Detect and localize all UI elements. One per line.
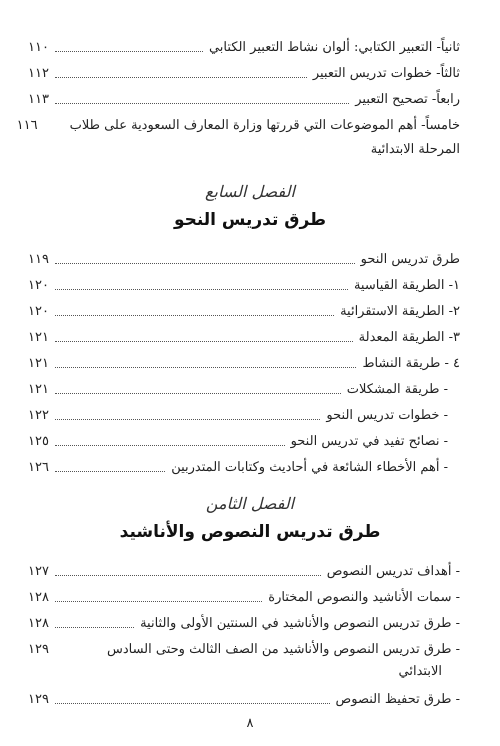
toc-entry-page: ١٢١ xyxy=(28,382,49,398)
toc-entry xyxy=(28,686,460,708)
page-number: ٨ xyxy=(246,716,254,731)
toc-entry-page: ١٢٠ xyxy=(28,278,49,294)
toc-entry xyxy=(28,34,460,56)
toc-entry-continuation: المرحلة الابتدائية xyxy=(370,142,460,157)
leader-dots xyxy=(55,627,134,628)
toc-entry-page: ١٢٩ xyxy=(28,642,49,658)
toc-entry-page: ١٢٢ xyxy=(28,408,49,424)
toc-entry-title: ثالثاً- خطوات تدريس التعبير xyxy=(312,66,460,82)
leader-dots xyxy=(55,445,285,446)
toc-entry xyxy=(28,86,460,108)
toc-entry-title: رابعاً- تصحيح التعبير xyxy=(355,92,460,108)
toc-entry-title: ثانياً- التعبير الكتابي: ألوان نشاط التعبير الكتابي xyxy=(208,40,460,56)
leader-dots xyxy=(55,77,307,78)
toc-entry-title: طرق تدريس النحو xyxy=(360,252,460,268)
chapter-heading: طرق تدريس النصوص والأناشيد xyxy=(119,522,381,542)
toc-entry xyxy=(16,112,460,134)
toc-entry-title: - نصائح تفيد في تدريس النحو xyxy=(290,434,448,450)
leader-dots xyxy=(55,601,262,602)
toc-entry-page: ١٢٦ xyxy=(28,460,49,476)
leader-dots xyxy=(55,367,357,368)
toc-entry-title: ٢- الطريقة الاستقرائية xyxy=(340,304,460,320)
toc-entry-page: ١٢٨ xyxy=(28,590,49,606)
toc-entry xyxy=(28,298,460,320)
toc-entry-title: خامساً- أهم الموضوعات التي قررتها وزارة المعارف السعودية على طلاب xyxy=(69,118,460,134)
toc-entry-title: - أهم الأخطاء الشائعة في أحاديث وكتابات المتدربين xyxy=(171,460,448,476)
toc-entry xyxy=(28,428,460,450)
toc-entry xyxy=(28,558,460,580)
toc-entry-title: - طرق تدريس النصوص والأناشيد في السنتين الأولى والثانية xyxy=(140,616,460,632)
toc-entry-title: - طرق تحفيظ النصوص xyxy=(335,692,460,708)
leader-dots xyxy=(55,103,349,104)
toc-entry-page: ١٢٠ xyxy=(28,304,49,320)
leader-dots xyxy=(55,51,203,52)
toc-entry-page: ١٢٩ xyxy=(28,692,49,708)
toc-entry xyxy=(28,376,460,398)
leader-dots xyxy=(55,341,353,342)
leader-dots xyxy=(55,289,348,290)
toc-entry xyxy=(28,60,460,82)
toc-entry-page: ١١٩ xyxy=(28,252,49,268)
toc-entry-title: - أهداف تدريس النصوص xyxy=(326,564,460,580)
toc-entry-continuation: الابتدائي xyxy=(398,664,442,679)
toc-entry-page: ١٢٨ xyxy=(28,616,49,632)
toc-entry-page: ١١٠ xyxy=(28,40,49,56)
chapter-heading: طرق تدريس النحو xyxy=(173,210,327,230)
chapter-label: الفصل الثامن xyxy=(205,494,295,513)
toc-entry-page: ١٢١ xyxy=(28,356,49,372)
leader-dots xyxy=(55,703,330,704)
toc-entry-title: - خطوات تدريس النحو xyxy=(326,408,448,424)
toc-entry xyxy=(28,610,460,632)
toc-entry xyxy=(28,636,460,658)
leader-dots xyxy=(55,419,320,420)
toc-entry-page: ١٢٥ xyxy=(28,434,49,450)
leader-dots xyxy=(55,263,355,264)
chapter-label: الفصل السابع xyxy=(205,182,295,201)
toc-entry-page: ١١٣ xyxy=(28,92,49,108)
toc-entry xyxy=(28,402,460,424)
toc-entry-page: ١١٦ xyxy=(16,118,38,134)
toc-entry-page: ١١٢ xyxy=(28,66,49,82)
leader-dots xyxy=(55,471,165,472)
toc-entry xyxy=(28,272,460,294)
toc-entry xyxy=(28,350,460,372)
toc-entry xyxy=(28,584,460,606)
toc-entry-title: - سمات الأناشيد والنصوص المختارة xyxy=(268,590,460,606)
toc-entry xyxy=(28,454,460,476)
leader-dots xyxy=(55,315,334,316)
toc-entry-title: ٣- الطريقة المعدلة xyxy=(358,330,460,346)
toc-entry-title: ١- الطريقة القياسية xyxy=(353,278,460,294)
leader-dots xyxy=(55,575,321,576)
toc-entry-page: ١٢٧ xyxy=(28,564,49,580)
toc-entry-title: - طرق تدريس النصوص والأناشيد من الصف الثالث وحتى السادس xyxy=(106,642,460,658)
toc-entry-page: ١٢١ xyxy=(28,330,49,346)
toc-entry xyxy=(28,246,460,268)
toc-entry-title: - طريقة المشكلات xyxy=(346,382,448,398)
leader-dots xyxy=(55,393,341,394)
toc-entry-title: ٤ - طريقة النشاط xyxy=(362,356,460,372)
toc-entry xyxy=(28,324,460,346)
